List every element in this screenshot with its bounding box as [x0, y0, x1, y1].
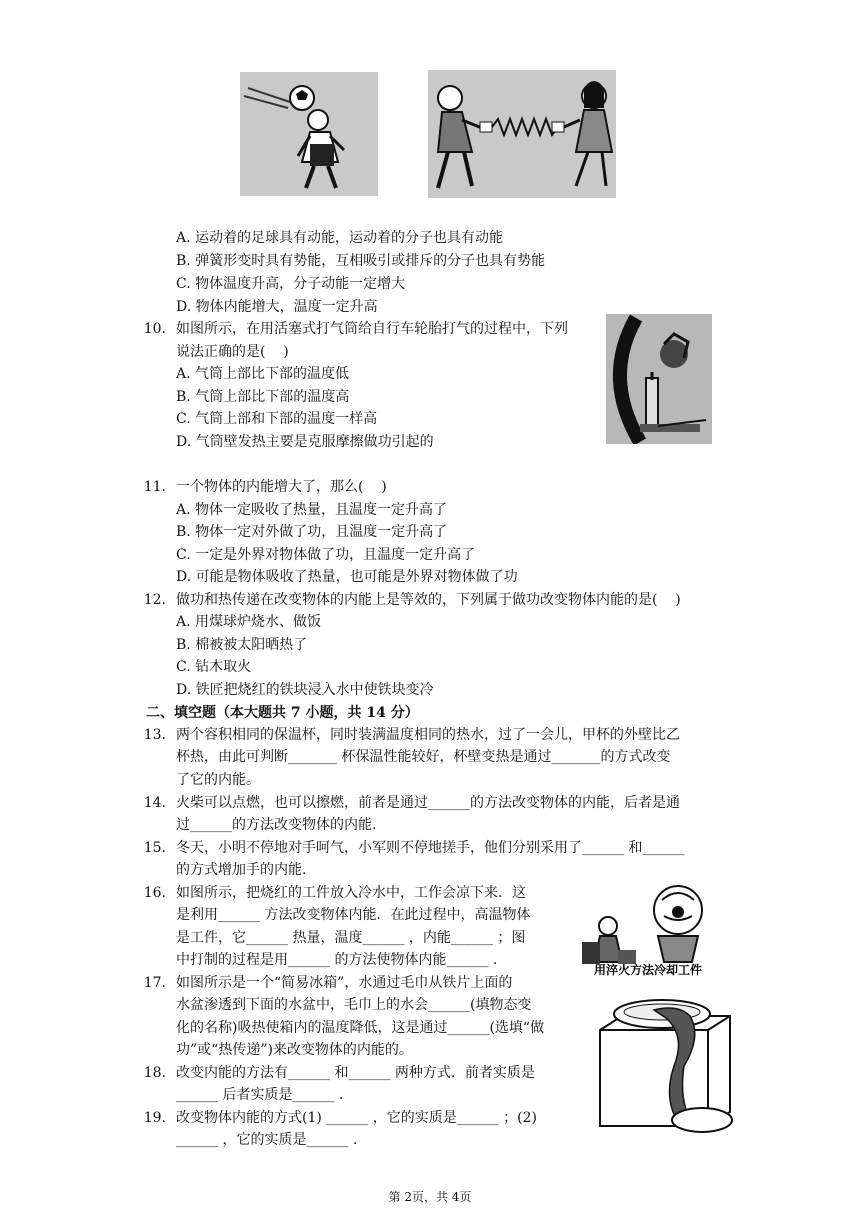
q17-number: 17.	[143, 975, 166, 991]
q10-option-c: C. 气筒上部和下部的温度一样高	[176, 411, 378, 427]
q12-option-a: A. 用煤球炉烧水、做饭	[176, 614, 322, 630]
page-footer: 第 2页，共 4页	[388, 1190, 472, 1204]
figure16-caption: 用淬火方法冷却工件	[593, 963, 703, 976]
q16-number: 16.	[143, 885, 166, 901]
q12-option-c: C. 钻木取火	[176, 659, 252, 675]
q16-line-4: 中打制的过程是用______ 的方法使物体内能______ .	[176, 952, 498, 968]
q15-line-1: 冬天，小明不停地对手呵气，小军则不停地搓手，他们分别采用了______ 和______	[176, 840, 685, 856]
spring-tug-figure	[428, 70, 616, 198]
q12-number: 12.	[143, 592, 166, 608]
q9-option-c: C. 物体温度升高，分子动能一定增大	[176, 276, 406, 292]
q15-number: 15.	[143, 840, 166, 856]
q19-line-2: ______ ，它的实质是______ .	[176, 1132, 358, 1148]
q19-number: 19.	[143, 1110, 166, 1126]
q18-number: 18.	[143, 1065, 166, 1081]
q9-option-b: B. 弹簧形变时具有势能，互相吸引或排斥的分子也具有势能	[176, 253, 546, 269]
q15-line-2: 的方式增加手的内能.	[176, 862, 307, 878]
q11-option-d: D. 可能是物体吸收了热量，也可能是外界对物体做了功	[176, 569, 518, 585]
q17-line-2: 水盆渗透到下面的水盆中，毛巾上的水会______(填物态变	[176, 997, 532, 1013]
q17-line-1: 如图所示是一个“简易冰箱”，水通过毛巾从铁片上面的	[176, 975, 513, 991]
q11-option-a: A. 物体一定吸收了热量，且温度一定升高了	[176, 502, 448, 518]
q17-line-4: 功”或“热传递”)来改变物体的内能的。	[176, 1042, 413, 1058]
q10-stem-line-1: 如图所示，在用活塞式打气筒给自行车轮胎打气的过程中，下列	[176, 321, 568, 337]
q11-option-c: C. 一定是外界对物体做了功，且温度一定升高了	[176, 547, 476, 563]
q12-option-b: B. 棉被被太阳晒热了	[176, 637, 308, 653]
q14-line-1: 火柴可以点燃，也可以擦燃，前者是通过______的方法改变物体的内能，后者是通	[176, 795, 680, 811]
q14-number: 14.	[143, 795, 166, 811]
section-heading-fill-blank: 二、填空题（本大题共 7 小题，共 14 分）	[146, 705, 419, 721]
q12-option-d: D. 铁匠把烧红的铁块浸入水中使铁块变冷	[176, 682, 434, 698]
simple-fridge-figure	[590, 996, 734, 1136]
q11-option-b: B. 物体一定对外做了功，且温度一定升高了	[176, 524, 448, 540]
q16-line-3: 是工件，它______ 热量，温度______ ，内能______ ；图	[176, 930, 526, 946]
q9-option-d: D. 物体内能增大，温度一定升高	[176, 299, 378, 315]
q18-line-2: ______ 后者实质是______ .	[176, 1087, 344, 1103]
q10-stem-line-2: 说法正确的是( )	[176, 344, 289, 360]
q16-line-2: 是利用______ 方法改变物体内能．在此过程中，高温物体	[176, 907, 531, 923]
q11-stem: 一个物体的内能增大了，那么( )	[176, 479, 387, 495]
q13-line-3: 了它的内能。	[176, 772, 260, 788]
q17-line-3: 化的名称)吸热使箱内的温度降低，这是通过______(选填“做	[176, 1020, 545, 1036]
q13-line-2: 杯热，由此可判断_______ 杯保温性能较好，杯壁变热是通过_______的方式改变	[176, 749, 671, 765]
q13-line-1: 两个容积相同的保温杯，同时装满温度相同的热水，过了一会儿，甲杯的外壁比乙	[176, 727, 680, 743]
q18-line-1: 改变内能的方法有______ 和______ 两种方式．前者实质是	[176, 1065, 535, 1081]
q11-number: 11.	[143, 479, 166, 495]
q10-number: 10.	[143, 321, 166, 337]
q10-option-b: B. 气筒上部比下部的温度高	[176, 389, 350, 405]
q19-line-1: 改变物体内能的方式(1) ______ ，它的实质是______ ；(2)	[176, 1110, 538, 1126]
q16-line-1: 如图所示，把烧红的工件放入冷水中，工作会凉下来．这	[176, 885, 526, 901]
bicycle-pump-figure	[606, 314, 712, 444]
blacksmith-quenching-figure	[574, 880, 722, 976]
q12-stem: 做功和热传递在改变物体的内能上是等效的，下列属于做功改变物体内能的是( )	[176, 592, 681, 608]
q9-option-a: A. 运动着的足球具有动能，运动着的分子也具有动能	[176, 230, 504, 246]
q10-option-a: A. 气筒上部比下部的温度低	[176, 366, 350, 382]
q13-number: 13.	[143, 727, 166, 743]
q14-line-2: 过______的方法改变物体的内能.	[176, 817, 377, 833]
football-header-figure	[240, 72, 378, 196]
q10-option-d: D. 气筒壁发热主要是克服摩擦做功引起的	[176, 434, 434, 450]
